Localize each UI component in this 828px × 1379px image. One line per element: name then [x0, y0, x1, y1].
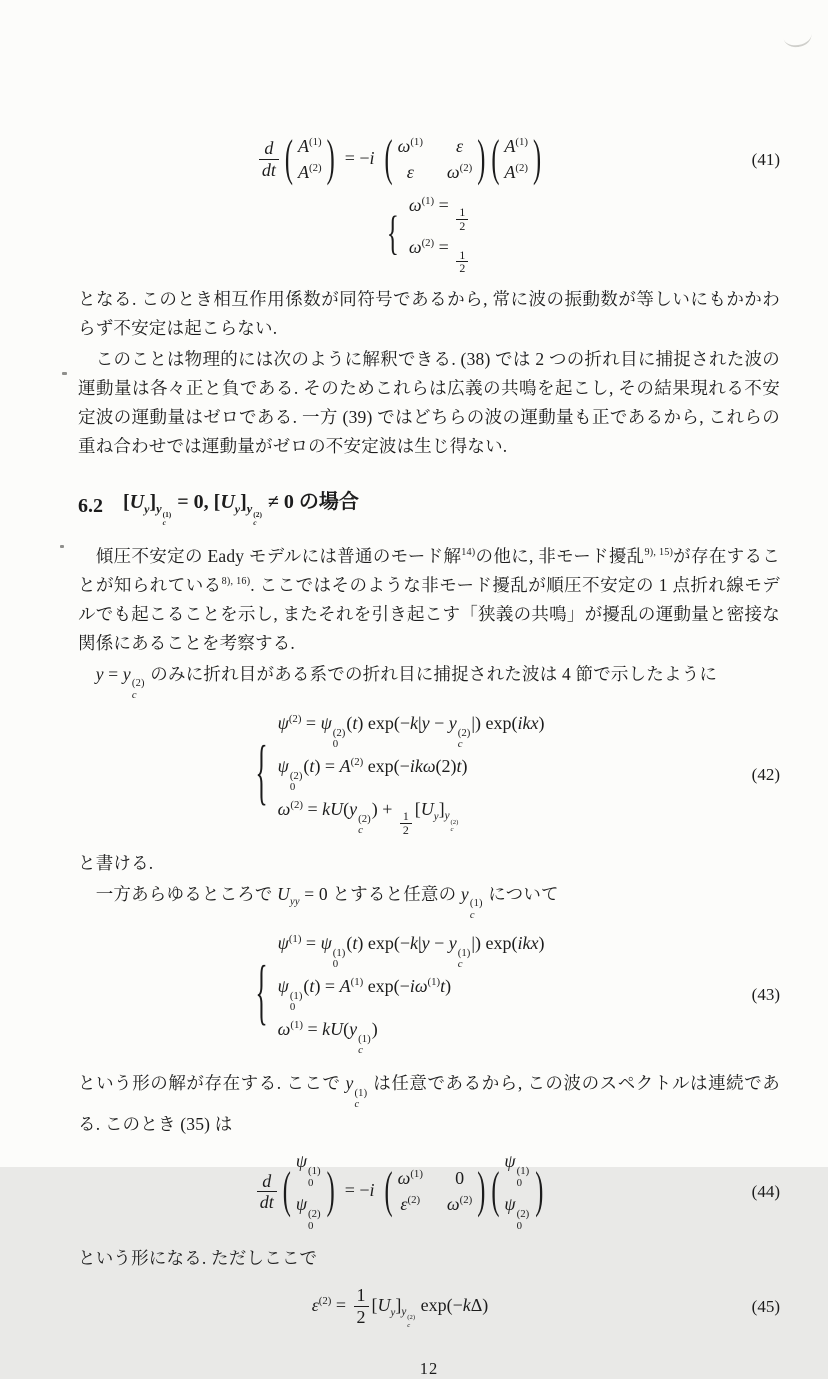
paragraph-continuous-spectrum: という形の解が存在する. ここで y (1) c は任意であるから, この波のスペクトルは連続である. このとき (35) は: [78, 1073, 781, 1135]
equation-43-number: (43): [751, 985, 780, 1005]
equation-42: [78, 713, 780, 837]
equation-43-body: { $\psi^{(1)} = \psi$ (1) 0 (t) exp(−k|y − y (1) c |) exp(ikx) ψ (1) 0 $(t) = A^{(1)}$ $\exp(-i\omega^{(1)}t)$ $\omega^{(1)} = kU(y$ (1) c ): [255, 933, 545, 1057]
equation-44: [78, 1151, 780, 1232]
equation-45-body: $\varepsilon^{(2)}$ = $\frac{1}{2}$ $[U_y]_{y (2) c}$ exp(−kΔ): [311, 1285, 489, 1329]
paragraph-kakeru: と書ける.: [78, 852, 154, 873]
equation-45-number: (45): [751, 1297, 780, 1317]
page-number: 12: [419, 1358, 439, 1378]
equation-45: [78, 1285, 780, 1329]
section-heading-6-2: [78, 485, 780, 528]
paragraph-trapped-wave-intro: y = y (2) c のみに折れ目がある系での折れ目に捕捉された波は 4 節で示したように: [95, 663, 718, 701]
equation-41-number: (41): [751, 149, 780, 169]
equation-41: [78, 130, 780, 187]
equation-41-conditions: { $\omega^{(1)}$ = $\frac{1}{2}$ $\omega^{(2)}$ = $\frac{1}{2}$: [78, 195, 780, 275]
paragraph-eady-model: 傾圧不安定の Eady モデルには普通のモード解$^{14)}$の他に, 非モード擾乱$^{9), 15)}$が存在することが知られている$^{8), 16)}$. ここではそのような非モード擾乱が順圧不安定の 1 点折れ線モデルでも起こることを示し, またそれを引き起こす「狭義の共鳴」が擾乱の運動量と密接な関係にあることを考察する.: [78, 545, 780, 653]
equation-41-body: $\frac{d}{dt}$ ( $A^{(1)}$ $A^{(2)}$ ) = −i ( $\omega^{(1)}$ ε ε $\omega^{(2)}$ ) ( $A^{(1)}$ $A^{(2)}$ ): [78, 136, 722, 183]
equation-42-number: (42): [751, 764, 780, 784]
paragraph-physical-interpretation: このことは物理的には次のように解釈できる. (38) では 2 つの折れ目に捕捉された波の運動量は各々正と負である. そのためこれらは広義の共鳴を起こし, その結果現れる不安定波の運動量はゼロである. 一方 (39) ではどちらの波の運動量も正であるから, これらの重ね合わせでは運動量がゼロの不安定波は生じ得ない.: [78, 348, 780, 456]
scan-artifact-speck: [62, 372, 67, 375]
equation-43: [78, 933, 780, 1057]
equation-44-body: $\frac{d}{dt}$ ( ψ (1) 0 ψ (2) 0 ) = −i ( $\omega^{(1)}$ 0 $\varepsilon^{(2)}$ $\omega^{(2)}$ ) ( ψ (1) 0 ψ (2) 0 ): [78, 1151, 722, 1232]
section-number: 6.2: [78, 494, 103, 517]
paragraph-uyy-zero: 一方あらゆるところで $U_{yy} = 0$ とすると任意の y (1) c について: [78, 883, 559, 921]
paragraph-instability-result: となる. このとき相互作用係数が同符号であるから, 常に波の振動数が等しいにもかかわらず不安定は起こらない.: [78, 288, 780, 338]
equation-44-number: (44): [751, 1181, 780, 1201]
paragraph-tadashi: という形になる. ただしここで: [78, 1248, 318, 1269]
equation-42-body: { $\psi^{(2)} = \psi$ (2) 0 (t) exp(−k|y − y (2) c |) exp(ikx) ψ (2) 0 $(t) = A^{(2)}$ exp(−ikω(2)t) $\omega^{(2)} = kU(y$ (2) c ) + $\frac{1}{2}$ $[U_y]_{y (2) c}$: [255, 712, 545, 837]
scan-artifact-curl: [783, 30, 813, 50]
scan-artifact-speck: [60, 545, 64, 548]
section-title-math: $[U_y]_{y (1) c}$ = 0, $[U_y]_{y (2) c}$ ≠ 0 の場合: [123, 490, 359, 528]
